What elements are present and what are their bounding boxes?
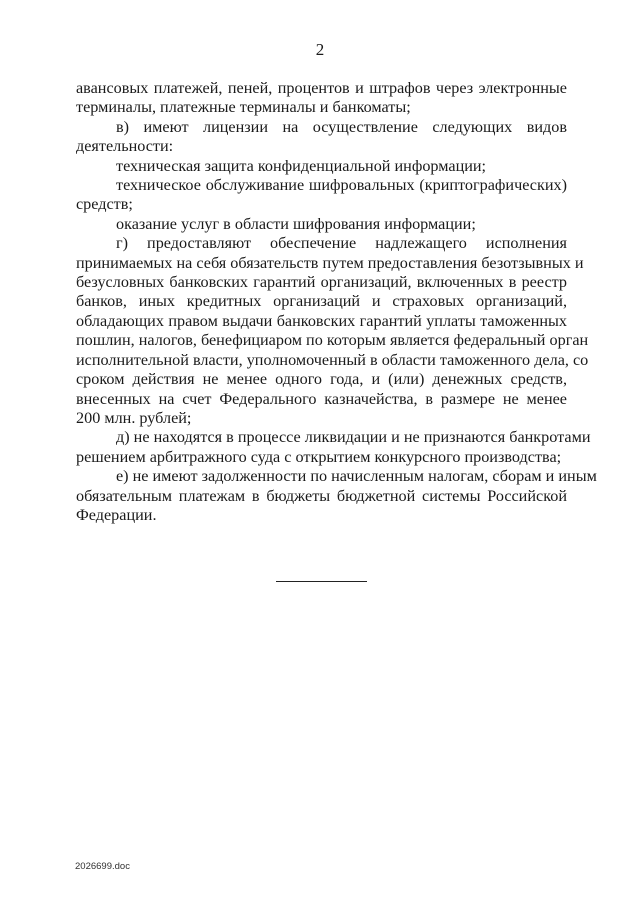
text-line: принимаемых на себя обязательств путем предоставления безотзывных и: [76, 253, 584, 272]
text-line: терминалы, платежные терминалы и банкоматы;: [76, 98, 411, 117]
document-body: [76, 79, 597, 525]
text-line: пошлин, налогов, бенефициаром по которым является федеральный орган: [76, 331, 589, 350]
text-line: банков, иных кредитных организаций и страховых организаций,: [76, 292, 567, 311]
text-line: внесенных на счет Федерального казначейства, в размере не менее: [76, 389, 567, 408]
text-line: 200 млн. рублей;: [76, 408, 192, 427]
text-line: деятельности:: [76, 137, 174, 156]
text-line: д) не находятся в процессе ликвидации и не признаются банкротами: [116, 428, 591, 447]
page-number: 2: [315, 40, 325, 59]
text-line: безусловных банковских гарантий организаций, включенных в реестр: [76, 273, 567, 292]
text-line: исполнительной власти, уполномоченный в области таможенного дела, со: [76, 350, 589, 369]
text-line: средств;: [76, 195, 133, 214]
text-line: оказание услуг в области шифрования информации;: [116, 214, 476, 233]
text-line: обязательным платежам в бюджеты бюджетной системы Российской: [76, 486, 567, 505]
text-line: е) не имеют задолженности по начисленным налогам, сборам и иным: [116, 467, 597, 486]
text-line: обладающих правом выдачи банковских гарантий уплаты таможенных: [76, 311, 567, 330]
text-line: в) имеют лицензии на осуществление следующих видов: [116, 117, 567, 136]
text-line: сроком действия не менее одного года, и (или) денежных средств,: [76, 370, 567, 389]
separator-line: [276, 581, 367, 582]
footer-filename: 2026699.doc: [75, 861, 130, 872]
text-line: авансовых платежей, пеней, процентов и штрафов через электронные: [76, 79, 567, 97]
text-line: г) предоставляют обеспечение надлежащего исполнения: [116, 234, 567, 253]
text-line: техническое обслуживание шифровальных (криптографических): [116, 176, 567, 195]
text-line: техническая защита конфиденциальной информации;: [116, 156, 487, 175]
text-line: решением арбитражного суда с открытием конкурсного производства;: [76, 447, 562, 466]
text-line: Федерации.: [76, 505, 157, 524]
